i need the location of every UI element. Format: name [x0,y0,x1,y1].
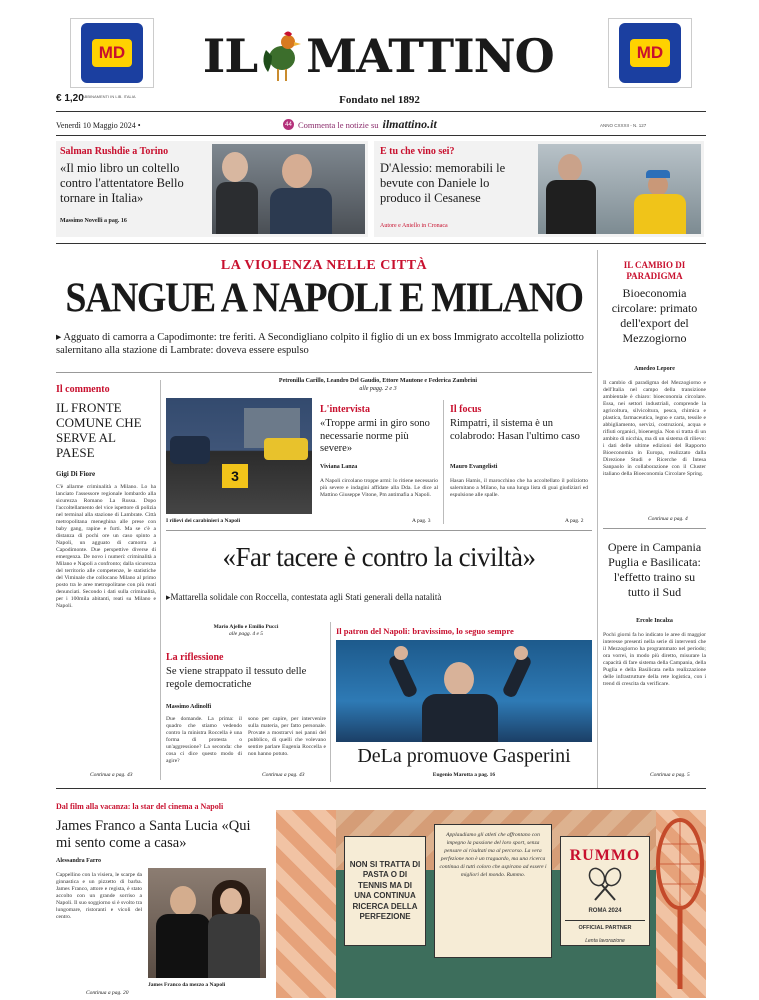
paradigma-headline[interactable]: Bioeconomia circolare: primato dell'export del Mezzogiorno [611,286,698,345]
campania-headline[interactable]: Opere in Campania Puglia e Basilicata: l'effetto traino su tutto il Sud [607,540,702,599]
intervista-page: A pag. 3 [412,518,431,524]
dalessio-photo [538,144,701,234]
lead-authors: Petronilla Carillo, Leandro Del Gaudio, Ettore Mautone e Federica Zambrini [278,378,478,384]
gasperini-kicker: Il patron del Napoli: bravissimo, lo seguo sempre [336,626,514,636]
teaser-headline: «Il mio libro un coltello contro l'attentatore Bello tornare in Italia» [60,161,184,205]
campania-byline: Ercole Incalza [636,618,673,624]
ad-slogan: NON SI TRATTA DI PASTA O DI TENNIS MA DI UNA CONTINUA RICERCA DELLA PERFEZIONE [349,859,421,921]
intervista-headline[interactable]: «Troppe armi in giro sono necessarie norme più severe» [320,418,430,454]
issue-date: Venerdì 10 Maggio 2024 • [56,121,141,130]
teaser-kicker: Salman Rushdie a Torino [60,146,169,157]
rummo-tagline: Lenta lavorazione [585,937,625,944]
site-link[interactable]: ilmattino.it [382,117,437,131]
civilta-authors: Mario Ajello e Emilio Pucci [213,624,279,630]
md-logo-text: MD [630,39,670,67]
commento-text: C'è allarme criminalità a Milano. Lo ha lanciato l'assessore regionale lombardo alla sicurezza Romano La Russa. Dopo l'accoltellamento del vice ispettore di polizia nel terminal alla stazione di Lambrate. Città metropolitana meneghina alle prese con baby gang, rapine e furti. Ma se c'è a distanza di pochi ore un caso spinto a Napoli, un agguato di camorra a Capodimonte. Due perspettive diverse di emergenza. De novo i numeri: criminalità a Milano e Napoli a confronto; dalla sicurezza del territorio alle competenze, le statistiche del Viminale che collocano Milano al primo posto tra le aree metropolitane con più reati denunciati. Secondo i dati sulla criminalità, per i 100mila abitanti, reati su Milano e Napoli. [56,484,156,609]
gasperini-photo [336,640,592,742]
teaser-headline: D'Alessio: memorabili le bevute con Daniele lo produco il Cesanese [380,161,506,205]
rushdie-photo [212,144,365,234]
tennis-racket-icon [654,814,706,994]
ad-copy: Applaudiamo gli atleti che affrontano con impegno la passione del loro sport, senza pensare ai risultati ma al percorso. La vera perfezione non è un traguardo, ma una ricerca continua di tutti coloro che aspirano ad essere i migliori del mondo. Rummo. [439,832,547,878]
gasperini-byline: Eugenio Marotta a pag. 16 [432,772,496,778]
riflessione-kicker: La riflessione [166,652,224,663]
focus-text: Hasan Hamis, il marocchino che ha accoltellato il poliziotto salernitano a Milano, ha una lunga lista di guai giudiziari ed espulsione alle spalle. [450,478,588,498]
gasperini-headline[interactable]: DeLa promuove Gasperini [357,745,571,767]
franco-kicker: Dal film alla vacanza: la star del cinema a Napoli [56,802,224,811]
riflessione-text-right: sono per capire, per intervenire sulla materia, per fatto personale. Provate a mostrarvi nei panni del pubblico, di quelli che volevano sentire parlare Eugenia Roccella e non hanno potuto. [248,716,326,757]
civilta-pages: alle pagg. 4 e 5 [228,631,264,637]
crime-scene-photo [166,398,312,514]
riflessione-continua: Continua a pag. 43 [262,772,305,778]
teaser-byline: Autore e Aniello in Cronaca [380,223,448,229]
franco-text: Cappellino con la visiera, le scarpe da ginnastica e un pizzetto di barba. James Franco, attore e regista, è stato accolto con un grande sorriso a Napoli. Il suo soggiorno si è svolto tra lungomare, ristoranti e vicoli del centro. [56,872,142,920]
intervista-kicker: L'intervista [320,404,370,415]
riflessione-byline: Massimo Adinolfi [166,704,212,710]
lead-pages: alle pagg. 2 e 3 [359,386,397,392]
franco-caption: James Franco da mezzo a Napoli [148,982,226,988]
price: € 1,20 [56,93,84,104]
issue-meta: ANNO CXXXII - N. 127 [600,123,647,128]
evidence-marker: 3 [222,464,248,488]
focus-headline[interactable]: Rimpatri, il sistema è un colabrodo: Hasan l'ultimo caso [450,418,580,442]
teaser-rushdie[interactable] [56,141,368,237]
lead-summary [56,331,592,357]
lead-headline[interactable]: SANGUE A NAPOLI E MILANO [65,274,583,322]
campania-continua: Continua a pag. 5 [650,772,690,778]
comment-prompt[interactable] [283,117,437,132]
rummo-logo-box [560,836,650,946]
comment-bubble-icon: 44 [283,119,294,130]
commento-headline[interactable]: IL FRONTE COMUNE CHE SERVE AL PAESE [56,400,142,460]
commento-kicker: Il commento [56,384,110,395]
civilta-summary [166,592,592,603]
rummo-advertisement[interactable] [276,810,706,998]
focus-page: A pag. 2 [565,518,584,524]
masthead-title-mattino: MATTINO [306,29,554,83]
masthead-title-il: IL [202,29,258,83]
franco-photo [148,868,266,978]
franco-continua: Continua a pag. 20 [86,990,129,996]
teaser-byline: Massimo Novelli a pag. 16 [60,218,127,224]
md-logo-text: MD [92,39,132,67]
left-advert-logo[interactable] [70,18,154,88]
commento-continua: Continua a pag. 43 [90,772,133,778]
focus-byline: Mauro Evangelisti [450,464,498,470]
comment-prompt-text: Commenta le notizie su [298,119,379,130]
paradigma-text: Il cambio di paradigma del Mezzogiorno e dell'Italia nel campo della transizione ambientale è chiaro: bioeconomia circolare. Essa, nei settori industriali, comprende la agricoltura, silvicoltura, pesca, chimica e plastica, farmaceutica, legno e carta, tessile e abbigliamento, servizi, costruzioni, acqua e rifiuti organici, bioenergia. Non si tratta di un ambito di nicchia, ma di un sistema di rilievo: i dati delle ultime edizioni del Rapporto Bioeconomia in Europa, realizzato dalla Direzione Studi e Ricerche di Intesa Sanpaolo in collaborazione con il Cluster italiano della Bioeconomia Circolare Spring. [603,380,706,477]
ad-copy-box [434,824,552,958]
franco-headline[interactable]: James Franco a Santa Lucia «Qui mi sento come a casa» [56,818,251,851]
campania-text: Pochi giorni fa ho indicato le aree di maggior interesse presenti nella serie di interventi che il Mezzogiorno ha programmato nel periodo; ora vorrei, in modo più diretto, misurare la capacità di fare sistema della Campania, della Puglia e della Basilicata nella realizzazione delle infrastrutture della rete logistica, con i trend di crescita da verificare. [603,632,706,687]
intervista-text: A Napoli circolano troppe armi: lo ritiene necessario più severe e indagini affidate alla Dda. Le dice al Mattino Giuseppe Vitone, Pm antimafia a Napoli. [320,478,438,498]
triangle-bullet-icon: ▸ [56,332,64,343]
focus-kicker: Il focus [450,404,482,415]
lead-summary-text: Agguato di camorra a Capodimonte: tre feriti. A Secondigliano colpito il figlio di un ex boss Immigrato accoltella poliziotto salernitano alla stazione di Lambrate: doveva essere espulso [56,332,584,356]
founded-line: Fondato nel 1892 [339,94,420,106]
paradigma-continua: Continua a pag. 4 [648,516,688,522]
masthead-title[interactable] [163,26,595,86]
ad-slogan-box [344,836,426,946]
lead-photo-caption: I rilievi dei carabinieri a Napoli [166,518,241,524]
paradigma-byline: Amedeo Lepore [634,366,675,372]
lead-kicker: LA VIOLENZA NELLE CITTÀ [220,258,428,273]
commento-byline: Gigi Di Fiore [56,470,96,478]
crossed-rackets-icon [585,866,625,902]
rummo-partner: OFFICIAL PARTNER [565,920,645,934]
rooster-icon [258,28,304,84]
paradigma-kicker: IL CAMBIO DI PARADIGMA [623,260,686,281]
teaser-dalessio[interactable] [374,141,704,237]
price-note: ABBINAMENTI IN LIB. ITALIA [82,94,136,99]
civilta-headline[interactable]: «Far tacere è contro la civiltà» [222,542,536,572]
intervista-byline: Viviana Lanza [320,464,358,470]
rummo-sub: ROMA 2024 [588,907,622,914]
right-advert-logo[interactable] [608,18,692,88]
civilta-summary-text: Mattarella solidale con Roccella, contestata agli Stati generali della natalità [170,592,442,602]
riflessione-text-left: Due domande. La prima: il quadro che stiamo vedendo contro la ministra Roccella è una forma di protesta o un'aggressione? La seconda: che cosa ci dice questo modo di agire? [166,716,242,764]
rummo-brand: RUMMO [569,847,641,864]
teaser-kicker: E tu che vino sei? [380,146,455,157]
triangle-bullet-icon: ▸ [166,592,171,602]
riflessione-headline[interactable]: Se viene strappato il tessuto delle regole democratiche [166,666,307,690]
franco-byline: Alessandra Farro [56,858,102,864]
